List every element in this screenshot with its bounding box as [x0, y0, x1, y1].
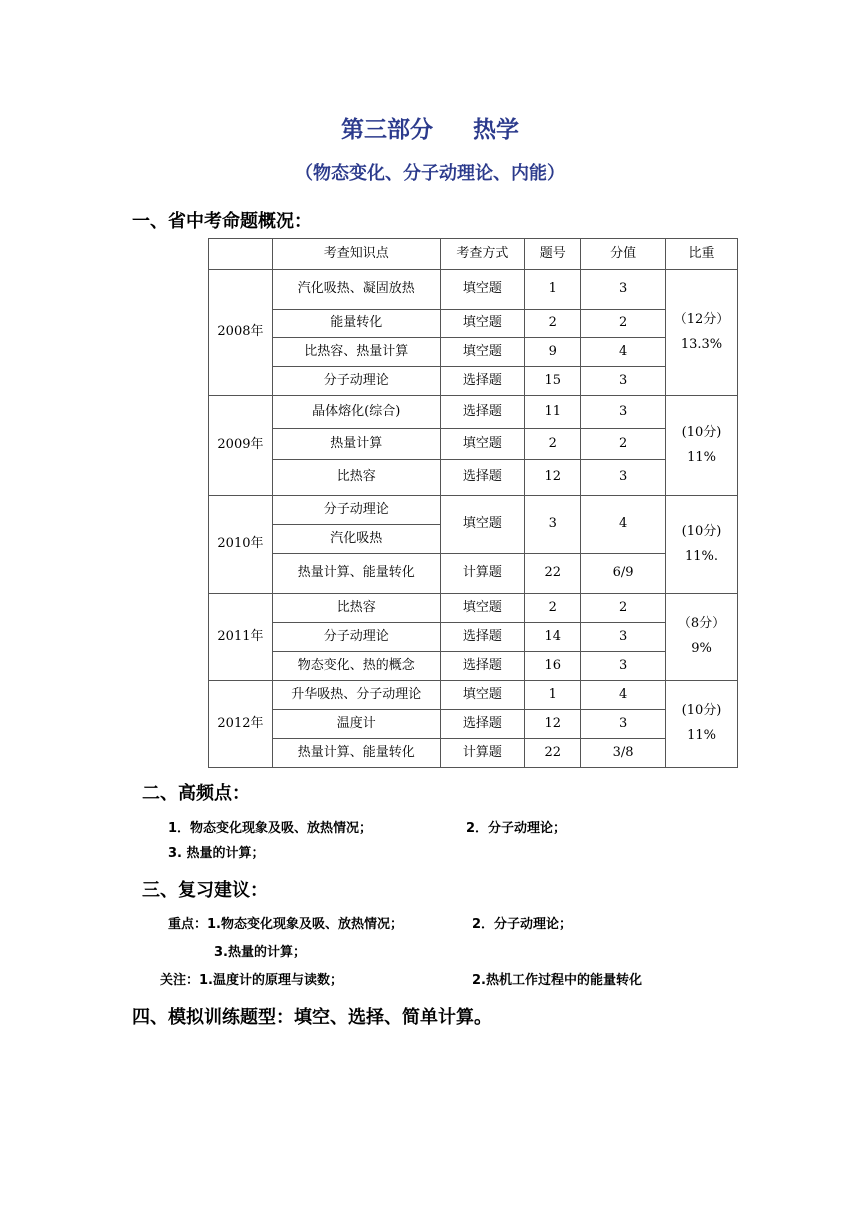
score-cell: 3: [581, 623, 666, 652]
topic-cell: 汽化吸热: [272, 525, 440, 554]
method-cell: 选择题: [440, 367, 525, 396]
score-cell: 3: [581, 460, 666, 496]
title-part: 第三部分: [341, 117, 433, 143]
method-cell: 选择题: [440, 460, 525, 496]
method-cell: 填空题: [440, 338, 525, 367]
high-frequency-item-1: 1．物态变化现象及吸、放热情况；: [168, 821, 373, 836]
topic-cell: 汽化吸热、凝固放热: [272, 270, 440, 310]
number-cell: 9: [525, 338, 581, 367]
method-cell: 填空题: [440, 429, 525, 460]
topic-cell: 晶体熔化(综合): [272, 396, 440, 429]
score-cell: 3: [581, 270, 666, 310]
topic-cell: 能量转化: [272, 310, 440, 338]
number-cell: 1: [525, 270, 581, 310]
year-cell: 2011年: [209, 594, 273, 681]
method-cell: 选择题: [440, 710, 525, 739]
weight-score: (10分): [681, 424, 722, 440]
weight-cell: [666, 270, 738, 396]
number-cell: 12: [525, 710, 581, 739]
score-cell: 3: [581, 367, 666, 396]
method-cell: 选择题: [440, 396, 525, 429]
header-number: 题号: [525, 239, 581, 270]
review-attention-2: 2.热机工作过程中的能量转化: [472, 973, 642, 988]
page-subtitle: （物态变化、分子动理论、内能）: [295, 163, 565, 184]
topic-cell: 升华吸热、分子动理论: [272, 681, 440, 710]
topic-cell: 比热容、热量计算: [272, 338, 440, 367]
topic-cell: 温度计: [272, 710, 440, 739]
section3-heading: 三、复习建议：: [142, 880, 268, 901]
high-frequency-item-2: 2．分子动理论；: [466, 821, 567, 836]
method-cell: 填空题: [440, 496, 525, 554]
topic-cell: 物态变化、热的概念: [272, 652, 440, 681]
review-focus-1: 重点：1.物态变化现象及吸、放热情况；: [168, 917, 403, 932]
method-cell: 计算题: [440, 554, 525, 594]
header-weight: 比重: [666, 239, 738, 270]
review-attention-1: 关注：1.温度计的原理与读数；: [160, 973, 343, 988]
section1-heading: 一、省中考命题概况：: [132, 211, 312, 232]
topic-cell: 热量计算、能量转化: [272, 739, 440, 768]
header-score: 分值: [581, 239, 666, 270]
score-cell: 3/8: [581, 739, 666, 768]
number-cell: 15: [525, 367, 581, 396]
topic-cell: 分子动理论: [272, 367, 440, 396]
score-cell: 2: [581, 310, 666, 338]
score-cell: 4: [581, 681, 666, 710]
exam-overview-table: [208, 238, 738, 768]
section4-heading: 四、模拟训练题型：填空、选择、简单计算。: [132, 1007, 492, 1028]
method-cell: 填空题: [440, 681, 525, 710]
score-cell: 2: [581, 594, 666, 623]
weight-cell: [666, 396, 738, 496]
weight-cell: [666, 594, 738, 681]
number-cell: 12: [525, 460, 581, 496]
score-cell: 4: [581, 338, 666, 367]
header-topic: 考查知识点: [272, 239, 440, 270]
review-focus-2: 2．分子动理论；: [472, 917, 573, 932]
weight-score: (10分): [681, 703, 722, 719]
weight-score: （12分）: [673, 311, 730, 327]
section2-heading: 二、高频点：: [142, 783, 250, 804]
topic-cell: 分子动理论: [272, 623, 440, 652]
score-cell: 3: [581, 710, 666, 739]
score-cell: 2: [581, 429, 666, 460]
header-corner: [209, 239, 273, 270]
year-cell: 2009年: [209, 396, 273, 496]
year-cell: 2008年: [209, 270, 273, 396]
number-cell: 14: [525, 623, 581, 652]
title-subject: 热学: [473, 117, 519, 143]
weight-percent: 9%: [691, 641, 712, 656]
year-cell: 2012年: [209, 681, 273, 768]
number-cell: 2: [525, 310, 581, 338]
score-cell: 4: [581, 496, 666, 554]
page-title: [0, 111, 860, 144]
number-cell: 3: [525, 496, 581, 554]
topic-cell: 比热容: [272, 460, 440, 496]
method-cell: 填空题: [440, 270, 525, 310]
weight-score: （8分）: [677, 616, 726, 632]
header-method: 考查方式: [440, 239, 525, 270]
score-cell: 6/9: [581, 554, 666, 594]
number-cell: 2: [525, 594, 581, 623]
topic-cell: 比热容: [272, 594, 440, 623]
review-focus-3: 3.热量的计算；: [214, 945, 306, 960]
topic-cell: 热量计算: [272, 429, 440, 460]
number-cell: 1: [525, 681, 581, 710]
topic-cell: 分子动理论: [272, 496, 440, 525]
weight-percent: 11%.: [685, 548, 719, 564]
number-cell: 2: [525, 429, 581, 460]
number-cell: 22: [525, 554, 581, 594]
score-cell: 3: [581, 652, 666, 681]
method-cell: 计算题: [440, 739, 525, 768]
weight-cell: [666, 681, 738, 768]
year-cell: 2010年: [209, 496, 273, 594]
method-cell: 选择题: [440, 623, 525, 652]
weight-percent: 11%: [687, 449, 716, 465]
weight-percent: 13.3%: [680, 336, 723, 352]
score-cell: 3: [581, 396, 666, 429]
method-cell: 填空题: [440, 310, 525, 338]
number-cell: 22: [525, 739, 581, 768]
method-cell: 选择题: [440, 652, 525, 681]
high-frequency-item-3: 3. 热量的计算；: [168, 846, 265, 861]
method-cell: 填空题: [440, 594, 525, 623]
weight-cell: [666, 496, 738, 594]
topic-cell: 热量计算、能量转化: [272, 554, 440, 594]
weight-percent: 11%: [687, 728, 716, 743]
weight-score: (10分): [681, 523, 722, 539]
number-cell: 16: [525, 652, 581, 681]
number-cell: 11: [525, 396, 581, 429]
